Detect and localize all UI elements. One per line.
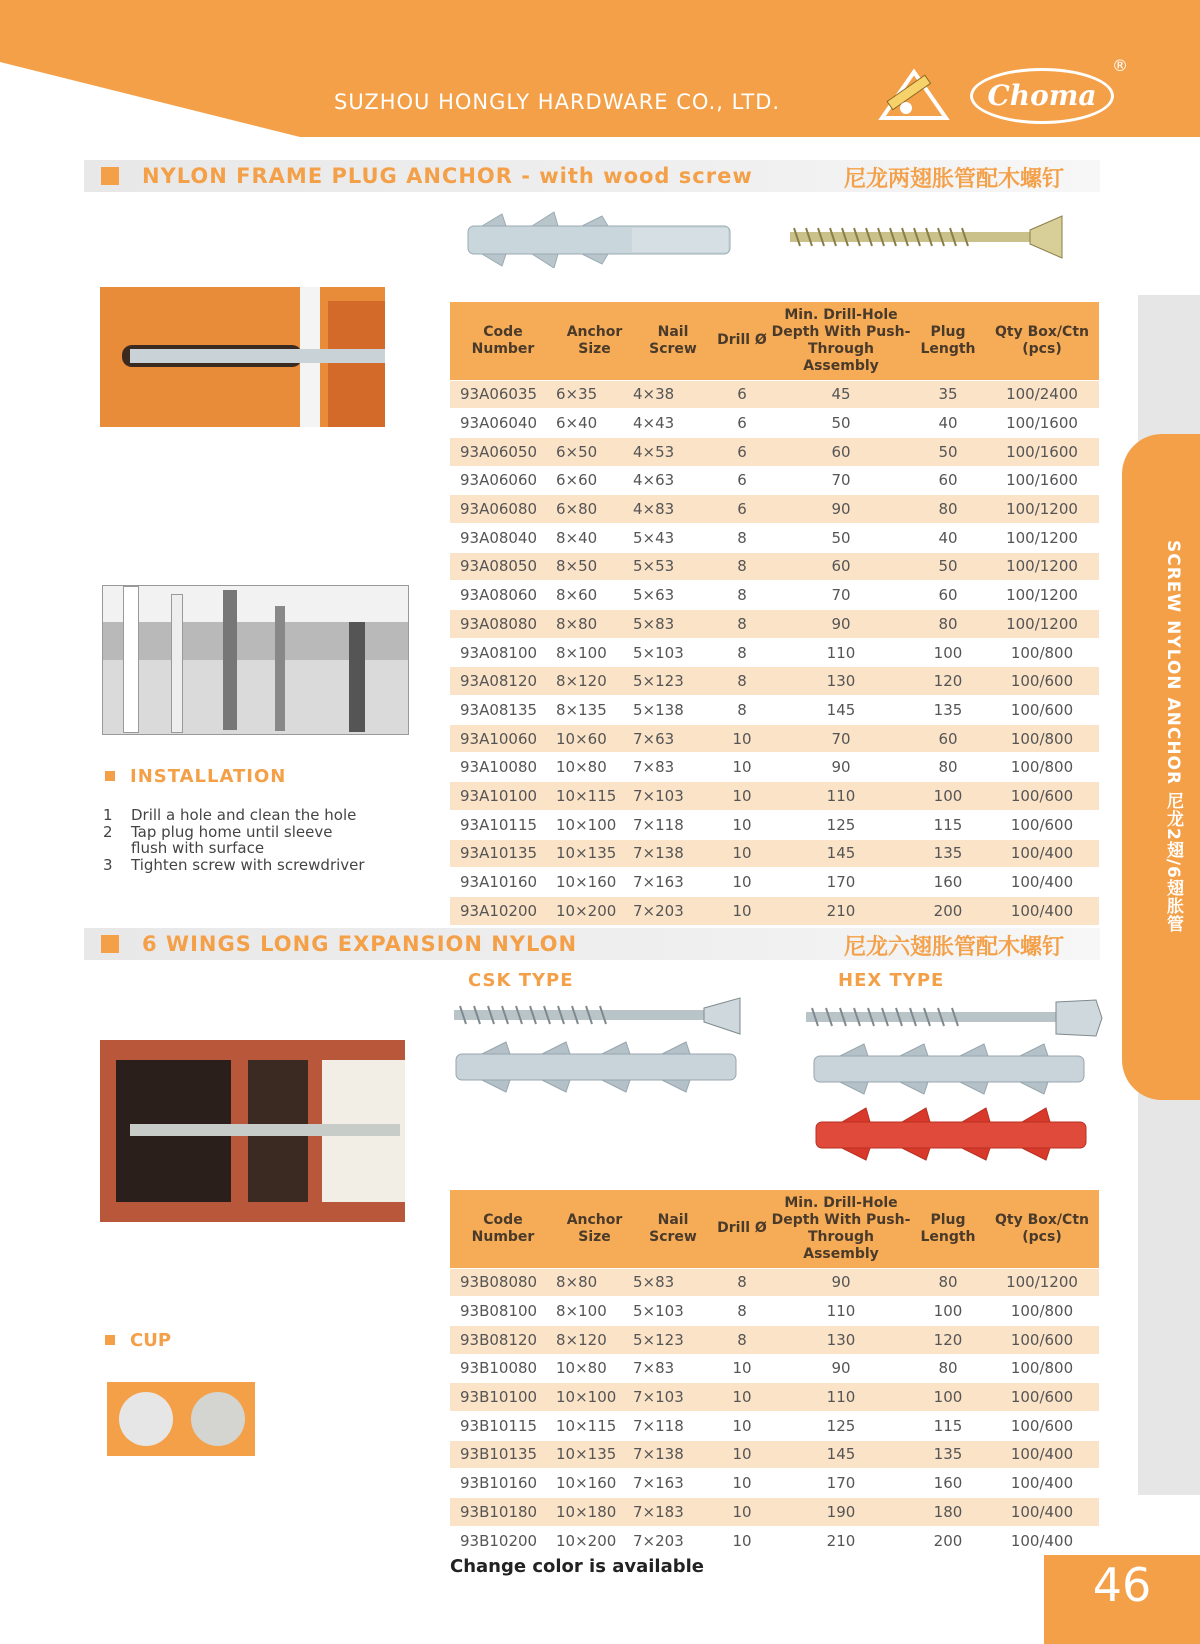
- depth-cell: 50: [771, 523, 911, 552]
- table-row: [450, 466, 1099, 495]
- installation-title: INSTALLATION: [130, 766, 287, 787]
- header-qty: Qty Box/Ctn (pcs): [985, 1190, 1099, 1268]
- plug-cell: 135: [911, 696, 985, 725]
- anchor-cell: 10×100: [556, 1383, 633, 1412]
- qty-cell: 100/600: [985, 1325, 1099, 1354]
- depth-cell: 60: [771, 552, 911, 581]
- plug-cell: 100: [911, 782, 985, 811]
- step-number: 3: [103, 856, 113, 874]
- plug-cell: 135: [911, 1440, 985, 1469]
- code-cell: 93A06035: [450, 380, 556, 409]
- plug-cell: 120: [911, 1325, 985, 1354]
- drill-cell: 6: [713, 409, 771, 438]
- nail-cell: 7×118: [633, 1411, 713, 1440]
- nail-cell: 5×138: [633, 696, 713, 725]
- qty-cell: 100/1200: [985, 1268, 1099, 1297]
- nail-cell: 4×53: [633, 437, 713, 466]
- nail-cell: 5×53: [633, 552, 713, 581]
- drill-cell: 10: [713, 1383, 771, 1412]
- nail-cell: 4×43: [633, 409, 713, 438]
- table-row: [450, 696, 1099, 725]
- red-nylon-plug-image: [812, 1106, 1092, 1162]
- anchor-cell: 6×60: [556, 466, 633, 495]
- anchor-cell: 8×100: [556, 638, 633, 667]
- drill-cell: 10: [713, 868, 771, 897]
- anchor-cell: 6×40: [556, 409, 633, 438]
- nail-cell: 7×203: [633, 1526, 713, 1554]
- depth-cell: 70: [771, 724, 911, 753]
- code-cell: 93A08100: [450, 638, 556, 667]
- installation-marker: [105, 771, 115, 781]
- depth-cell: 90: [771, 1354, 911, 1383]
- code-cell: 93B10135: [450, 1440, 556, 1469]
- cup-marker: [105, 1335, 115, 1345]
- depth-cell: 170: [771, 868, 911, 897]
- company-name: SUZHOU HONGLY HARDWARE CO., LTD.: [334, 90, 781, 114]
- cup-image: [107, 1382, 255, 1456]
- header-depth: Min. Drill-Hole Depth With Push-Through Assembly: [771, 302, 911, 380]
- plug-cell: 60: [911, 581, 985, 610]
- header-plug: Plug Length: [911, 302, 985, 380]
- code-cell: 93A06050: [450, 437, 556, 466]
- code-cell: 93A10060: [450, 724, 556, 753]
- spec-table-1: [450, 302, 1099, 925]
- depth-cell: 70: [771, 581, 911, 610]
- nail-cell: 7×118: [633, 810, 713, 839]
- drill-cell: 8: [713, 523, 771, 552]
- hollow-brick-installation-photo: [100, 1040, 405, 1222]
- drill-cell: 6: [713, 437, 771, 466]
- plug-cell: 100: [911, 1383, 985, 1412]
- drill-cell: 8: [713, 581, 771, 610]
- header-nail: Nail Screw: [633, 302, 713, 380]
- header-drill: Drill Ø: [713, 1190, 771, 1268]
- drill-cell: 10: [713, 1411, 771, 1440]
- qty-cell: 100/400: [985, 1440, 1099, 1469]
- nail-cell: 5×83: [633, 610, 713, 639]
- plug-cell: 50: [911, 437, 985, 466]
- plug-cell: 80: [911, 1268, 985, 1297]
- plug-cell: 200: [911, 896, 985, 924]
- section2-title: 6 WINGS LONG EXPANSION NYLON: [142, 932, 578, 956]
- drill-cell: 8: [713, 1268, 771, 1297]
- header-anchor: Anchor Size: [556, 1190, 633, 1268]
- section2-marker: [101, 935, 119, 953]
- code-cell: 93B10080: [450, 1354, 556, 1383]
- table-row: [450, 1526, 1099, 1554]
- code-cell: 93A08050: [450, 552, 556, 581]
- anchor-cell: 10×80: [556, 1354, 633, 1383]
- header-band: [0, 0, 1200, 62]
- code-cell: 93A10115: [450, 810, 556, 839]
- code-cell: 93B10115: [450, 1411, 556, 1440]
- qty-cell: 100/600: [985, 667, 1099, 696]
- nail-cell: 7×138: [633, 1440, 713, 1469]
- depth-cell: 190: [771, 1498, 911, 1527]
- anchor-cell: 10×135: [556, 1440, 633, 1469]
- drill-cell: 8: [713, 696, 771, 725]
- anchor-cell: 10×180: [556, 1498, 633, 1527]
- nail-cell: 4×83: [633, 495, 713, 524]
- table-row: [450, 380, 1099, 409]
- csk-type-label: CSK TYPE: [468, 970, 574, 991]
- depth-cell: 90: [771, 610, 911, 639]
- drill-cell: 10: [713, 1498, 771, 1527]
- qty-cell: 100/600: [985, 696, 1099, 725]
- nail-cell: 5×123: [633, 1325, 713, 1354]
- depth-cell: 210: [771, 896, 911, 924]
- qty-cell: 100/400: [985, 1526, 1099, 1554]
- nail-cell: 7×203: [633, 896, 713, 924]
- anchor-cell: 10×115: [556, 1411, 633, 1440]
- drill-cell: 6: [713, 380, 771, 409]
- table-row: [450, 1383, 1099, 1412]
- header-code: Code Number: [450, 302, 556, 380]
- installation-steps-illustration: [102, 585, 409, 735]
- drill-cell: 10: [713, 1526, 771, 1554]
- plug-cell: 100: [911, 638, 985, 667]
- nail-cell: 7×103: [633, 1383, 713, 1412]
- anchor-cell: 6×80: [556, 495, 633, 524]
- table-row: [450, 581, 1099, 610]
- section1-title: NYLON FRAME PLUG ANCHOR - with wood screw: [142, 164, 753, 188]
- brick-installation-photo: [100, 287, 385, 427]
- table-row: [450, 1469, 1099, 1498]
- depth-cell: 90: [771, 495, 911, 524]
- drill-cell: 8: [713, 610, 771, 639]
- table-row: [450, 409, 1099, 438]
- plug-cell: 60: [911, 466, 985, 495]
- anchor-cell: 10×100: [556, 810, 633, 839]
- code-cell: 93A10160: [450, 868, 556, 897]
- header-plug: Plug Length: [911, 1190, 985, 1268]
- nail-cell: 7×163: [633, 868, 713, 897]
- nail-cell: 5×103: [633, 638, 713, 667]
- table-row: [450, 1354, 1099, 1383]
- depth-cell: 110: [771, 1297, 911, 1326]
- plug-cell: 200: [911, 1526, 985, 1554]
- hardware-logo-icon: [878, 66, 950, 122]
- table-row: [450, 610, 1099, 639]
- anchor-cell: 8×100: [556, 1297, 633, 1326]
- table-row: [450, 1297, 1099, 1326]
- drill-cell: 10: [713, 724, 771, 753]
- table-row: [450, 1498, 1099, 1527]
- qty-cell: 100/1600: [985, 437, 1099, 466]
- plug-cell: 80: [911, 495, 985, 524]
- nail-cell: 5×63: [633, 581, 713, 610]
- qty-cell: 100/600: [985, 1383, 1099, 1412]
- plug-cell: 40: [911, 409, 985, 438]
- plug-cell: 80: [911, 753, 985, 782]
- csk-screw-image: [450, 996, 744, 1036]
- code-cell: 93B10180: [450, 1498, 556, 1527]
- header-depth: Min. Drill-Hole Depth With Push-Through Assembly: [771, 1190, 911, 1268]
- qty-cell: 100/600: [985, 782, 1099, 811]
- plug-cell: 115: [911, 1411, 985, 1440]
- depth-cell: 145: [771, 696, 911, 725]
- drill-cell: 8: [713, 552, 771, 581]
- qty-cell: 100/600: [985, 810, 1099, 839]
- drill-cell: 6: [713, 466, 771, 495]
- nail-cell: 5×123: [633, 667, 713, 696]
- cup-title: CUP: [130, 1330, 172, 1351]
- drill-cell: 10: [713, 896, 771, 924]
- plug-cell: 115: [911, 810, 985, 839]
- registered-mark: ®: [1112, 56, 1128, 75]
- nail-cell: 5×83: [633, 1268, 713, 1297]
- qty-cell: 100/800: [985, 753, 1099, 782]
- table-row: [450, 868, 1099, 897]
- code-cell: 93A08060: [450, 581, 556, 610]
- nail-cell: 7×163: [633, 1469, 713, 1498]
- anchor-cell: 8×80: [556, 610, 633, 639]
- depth-cell: 130: [771, 1325, 911, 1354]
- plug-cell: 135: [911, 839, 985, 868]
- code-cell: 93B10160: [450, 1469, 556, 1498]
- anchor-cell: 10×160: [556, 1469, 633, 1498]
- plug-cell: 80: [911, 1354, 985, 1383]
- table-row: [450, 523, 1099, 552]
- table-row: [450, 667, 1099, 696]
- drill-cell: 10: [713, 1354, 771, 1383]
- plug-cell: 160: [911, 868, 985, 897]
- depth-cell: 90: [771, 753, 911, 782]
- table-row: [450, 724, 1099, 753]
- code-cell: 93B08080: [450, 1268, 556, 1297]
- qty-cell: 100/2400: [985, 380, 1099, 409]
- depth-cell: 60: [771, 437, 911, 466]
- spec-table-2: [450, 1190, 1099, 1554]
- table-row: [450, 552, 1099, 581]
- code-cell: 93B08120: [450, 1325, 556, 1354]
- code-cell: 93A10080: [450, 753, 556, 782]
- plug-cell: 40: [911, 523, 985, 552]
- drill-cell: 10: [713, 810, 771, 839]
- drill-cell: 10: [713, 1440, 771, 1469]
- nail-cell: 7×103: [633, 782, 713, 811]
- code-cell: 93A06060: [450, 466, 556, 495]
- section1-marker: [101, 167, 119, 185]
- code-cell: 93A06040: [450, 409, 556, 438]
- side-tab-label: SCREW NYLON ANCHOR 尼龙2翅/6翅胀管: [1163, 540, 1183, 933]
- header-code: Code Number: [450, 1190, 556, 1268]
- color-note: Change color is available: [450, 1556, 704, 1577]
- hex-nylon-plug-image: [810, 1042, 1090, 1096]
- nail-cell: 7×138: [633, 839, 713, 868]
- drill-cell: 6: [713, 495, 771, 524]
- table-row: [450, 753, 1099, 782]
- code-cell: 93A08080: [450, 610, 556, 639]
- nail-cell: 5×103: [633, 1297, 713, 1326]
- plug-cell: 50: [911, 552, 985, 581]
- section1-title-cn: 尼龙两翅胀管配木螺钉: [844, 167, 1065, 192]
- qty-cell: 100/1200: [985, 495, 1099, 524]
- anchor-cell: 8×120: [556, 667, 633, 696]
- code-cell: 93B10100: [450, 1383, 556, 1412]
- depth-cell: 70: [771, 466, 911, 495]
- qty-cell: 100/400: [985, 1498, 1099, 1527]
- nail-cell: 7×83: [633, 753, 713, 782]
- table-row: [450, 1411, 1099, 1440]
- drill-cell: 8: [713, 667, 771, 696]
- depth-cell: 145: [771, 839, 911, 868]
- code-cell: 93B08100: [450, 1297, 556, 1326]
- nylon-plug-image: [462, 210, 738, 268]
- qty-cell: 100/400: [985, 896, 1099, 924]
- depth-cell: 145: [771, 1440, 911, 1469]
- depth-cell: 130: [771, 667, 911, 696]
- qty-cell: 100/1200: [985, 581, 1099, 610]
- depth-cell: 90: [771, 1268, 911, 1297]
- anchor-cell: 10×60: [556, 724, 633, 753]
- code-cell: 93A06080: [450, 495, 556, 524]
- plug-cell: 160: [911, 1469, 985, 1498]
- section2-title-cn: 尼龙六翅胀管配木螺钉: [844, 935, 1065, 960]
- drill-cell: 10: [713, 782, 771, 811]
- qty-cell: 100/800: [985, 724, 1099, 753]
- code-cell: 93A10100: [450, 782, 556, 811]
- anchor-cell: 6×35: [556, 380, 633, 409]
- nail-cell: 7×63: [633, 724, 713, 753]
- hex-screw-image: [802, 996, 1104, 1040]
- anchor-cell: 10×200: [556, 1526, 633, 1554]
- plug-cell: 120: [911, 667, 985, 696]
- qty-cell: 100/400: [985, 1469, 1099, 1498]
- plug-cell: 35: [911, 380, 985, 409]
- table-row: [450, 1268, 1099, 1297]
- anchor-cell: 10×135: [556, 839, 633, 868]
- header-nail: Nail Screw: [633, 1190, 713, 1268]
- header-qty: Qty Box/Ctn (pcs): [985, 302, 1099, 380]
- anchor-cell: 10×160: [556, 868, 633, 897]
- anchor-cell: 8×135: [556, 696, 633, 725]
- plug-cell: 180: [911, 1498, 985, 1527]
- table-row: [450, 437, 1099, 466]
- anchor-cell: 8×60: [556, 581, 633, 610]
- table-row: [450, 810, 1099, 839]
- qty-cell: 100/1200: [985, 610, 1099, 639]
- qty-cell: 100/1200: [985, 552, 1099, 581]
- qty-cell: 100/800: [985, 638, 1099, 667]
- drill-cell: 10: [713, 753, 771, 782]
- depth-cell: 45: [771, 380, 911, 409]
- plug-cell: 80: [911, 610, 985, 639]
- step-number: 1: [103, 806, 113, 824]
- table-row: [450, 896, 1099, 924]
- step-text: Drill a hole and clean the hole: [131, 806, 357, 824]
- step-text: Tighten screw with screwdriver: [131, 856, 365, 874]
- code-cell: 93B10200: [450, 1526, 556, 1554]
- drill-cell: 8: [713, 1297, 771, 1326]
- header-anchor: Anchor Size: [556, 302, 633, 380]
- anchor-cell: 8×120: [556, 1325, 633, 1354]
- drill-cell: 10: [713, 839, 771, 868]
- step-text: Tap plug home until sleeve flush with surface: [131, 823, 333, 857]
- page-number: 46: [1092, 1558, 1152, 1612]
- table-row: [450, 782, 1099, 811]
- table-row: [450, 1440, 1099, 1469]
- hex-type-label: HEX TYPE: [838, 970, 945, 991]
- depth-cell: 110: [771, 638, 911, 667]
- nail-cell: 7×183: [633, 1498, 713, 1527]
- qty-cell: 100/800: [985, 1354, 1099, 1383]
- depth-cell: 125: [771, 1411, 911, 1440]
- anchor-cell: 8×40: [556, 523, 633, 552]
- qty-cell: 100/1600: [985, 466, 1099, 495]
- qty-cell: 100/800: [985, 1297, 1099, 1326]
- table-row: [450, 495, 1099, 524]
- code-cell: 93A10135: [450, 839, 556, 868]
- drill-cell: 8: [713, 638, 771, 667]
- qty-cell: 100/1200: [985, 523, 1099, 552]
- anchor-cell: 8×80: [556, 1268, 633, 1297]
- qty-cell: 100/400: [985, 839, 1099, 868]
- nail-cell: 4×63: [633, 466, 713, 495]
- depth-cell: 50: [771, 409, 911, 438]
- anchor-cell: 10×115: [556, 782, 633, 811]
- header-drill: Drill Ø: [713, 302, 771, 380]
- depth-cell: 170: [771, 1469, 911, 1498]
- nail-cell: 5×43: [633, 523, 713, 552]
- depth-cell: 125: [771, 810, 911, 839]
- table-row: [450, 638, 1099, 667]
- code-cell: 93A08120: [450, 667, 556, 696]
- qty-cell: 100/400: [985, 868, 1099, 897]
- anchor-cell: 6×50: [556, 437, 633, 466]
- nail-cell: 7×83: [633, 1354, 713, 1383]
- drill-cell: 10: [713, 1469, 771, 1498]
- header-diagonal: [0, 62, 300, 137]
- plug-cell: 60: [911, 724, 985, 753]
- table-row: [450, 839, 1099, 868]
- code-cell: 93A08040: [450, 523, 556, 552]
- qty-cell: 100/1600: [985, 409, 1099, 438]
- qty-cell: 100/600: [985, 1411, 1099, 1440]
- step-number: 2: [103, 823, 113, 841]
- plug-cell: 100: [911, 1297, 985, 1326]
- depth-cell: 210: [771, 1526, 911, 1554]
- code-cell: 93A08135: [450, 696, 556, 725]
- nail-cell: 4×38: [633, 380, 713, 409]
- anchor-cell: 8×50: [556, 552, 633, 581]
- code-cell: 93A10200: [450, 896, 556, 924]
- drill-cell: 8: [713, 1325, 771, 1354]
- wood-screw-image: [780, 212, 1070, 262]
- csk-nylon-plug-image: [452, 1040, 742, 1094]
- table-row: [450, 1325, 1099, 1354]
- anchor-cell: 10×200: [556, 896, 633, 924]
- depth-cell: 110: [771, 782, 911, 811]
- anchor-cell: 10×80: [556, 753, 633, 782]
- depth-cell: 110: [771, 1383, 911, 1412]
- brand-logo: Choma: [970, 68, 1114, 124]
